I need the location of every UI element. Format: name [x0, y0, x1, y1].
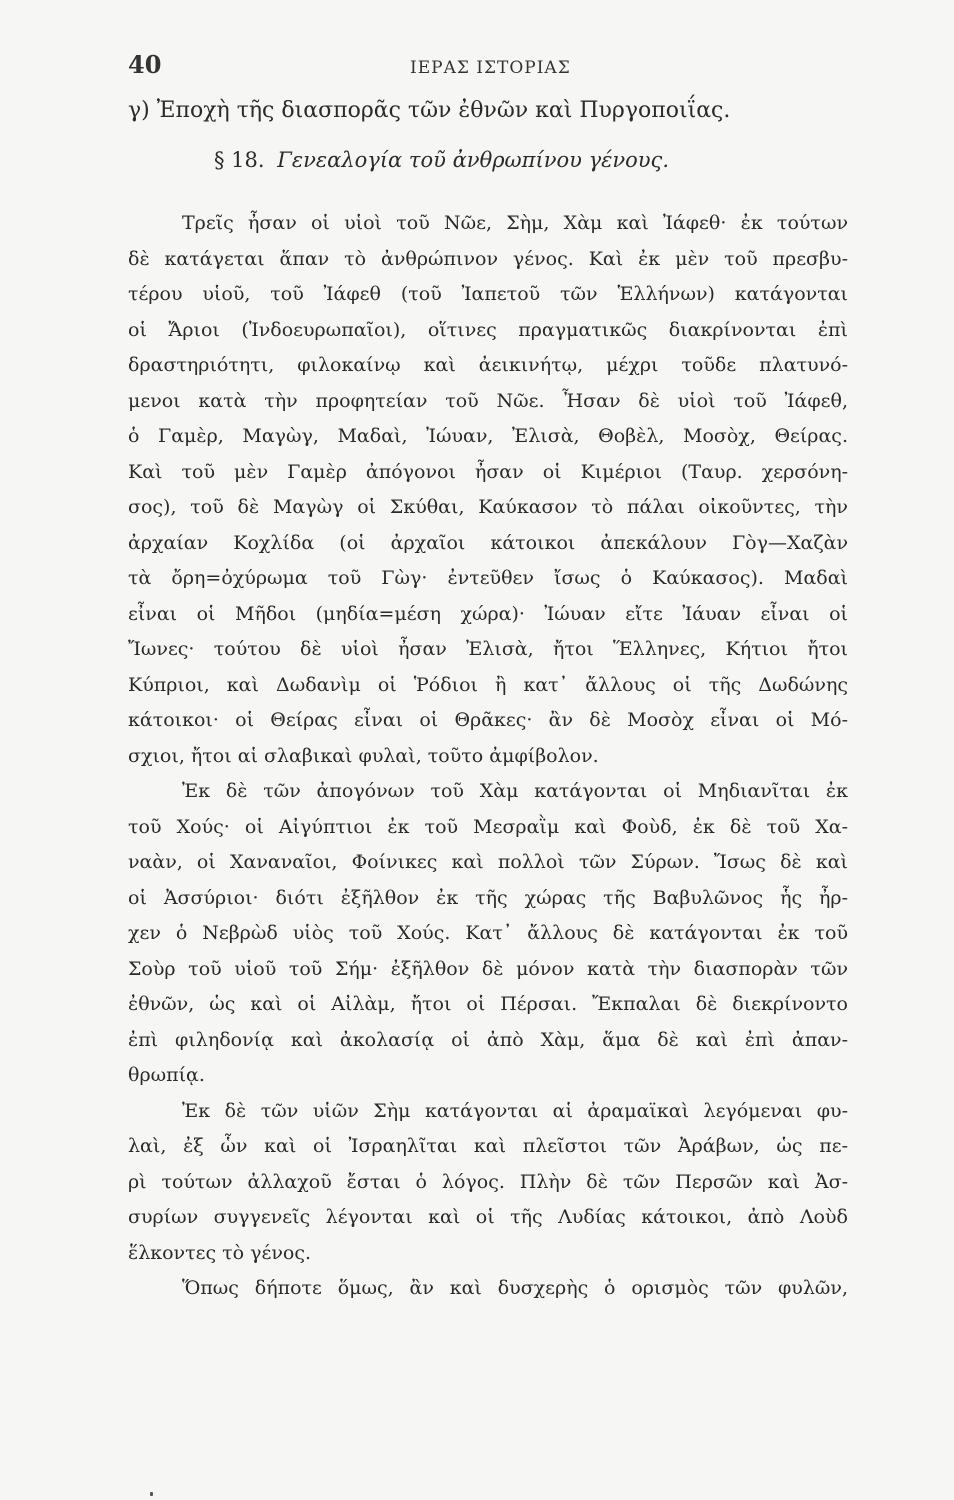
text-line: οἱ Ἀσσύριοι· διότι ἐξῆλθον ἐκ τῆς χώρας τῆς Βαβυλῶνος ἧς ἦρ- — [128, 886, 848, 909]
text-line: ἐθνῶν, ὡς καὶ οἱ Αἰλὰμ, ἤτοι οἱ Πέρσαι. Ἔκπαλαι δὲ διεκρίνοντο — [128, 993, 848, 1015]
text-line: Καὶ τοῦ μὲν Γαμὲρ ἀπόγονοι ἦσαν οἱ Κιμέριοι (Ταυρ. χερσόνη- — [128, 460, 848, 483]
page-header — [128, 50, 848, 90]
text-line: θρωπίᾳ. — [128, 1064, 205, 1086]
text-line: Σοὺρ τοῦ υἱοῦ τοῦ Σήμ· ἐξῆλθον δὲ μόνον κατὰ τὴν διασπορὰν τῶν — [128, 957, 848, 980]
text-line: Ἴωνες· τούτου δὲ υἱοὶ ἦσαν Ἐλισὰ, ἤτοι Ἕλληνες, Κήτιοι ἤτοι — [128, 638, 848, 660]
text-line: τέρου υἱοῦ, τοῦ Ἰάφεθ (τοῦ Ἰαπετοῦ τῶν Ἑλλήνων) κατάγονται — [128, 283, 848, 305]
text-line: σος), τοῦ δὲ Μαγὼγ οἱ Σκύθαι, Καύκασον τὸ πάλαι οἰκοῦντες, τὴν — [128, 496, 848, 518]
text-line: ὁ Γαμὲρ, Μαγὼγ, Μαδαὶ, Ἰώυαν, Ἐλισὰ, Θοβὲλ, Μοσὸχ, Θείρας. — [128, 425, 848, 447]
text-line: μενοι κατὰ τὴν προφητείαν τοῦ Νῶε. Ἦσαν δὲ υἱοὶ τοῦ Ἰάφεθ, — [128, 389, 848, 412]
text-line: λαὶ, ἐξ ὧν καὶ οἱ Ἰσραηλῖται καὶ πλεῖστοι τῶν Ἀράβων, ὡς πε- — [128, 1135, 848, 1157]
text-line: τοῦ Χούς· οἱ Αἰγύπτιοι ἐκ τοῦ Μεσραῒμ καὶ Φοὺδ, ἐκ δὲ τοῦ Χα- — [128, 815, 848, 838]
subsection-number: § 18. — [214, 148, 265, 172]
text-line: Τρεῖς ἦσαν οἱ υἱοὶ τοῦ Νῶε, Σὴμ, Χὰμ καὶ Ἰάφεθ· ἐκ τούτων — [182, 212, 848, 234]
text-line: ναὰν, οἱ Χαναναῖοι, Φοίνικες καὶ πολλοὶ τῶν Σύρων. Ἴσως δὲ καὶ — [128, 851, 848, 873]
subsection-heading — [214, 148, 854, 172]
running-title: ΙΕΡΑΣ ΙΣΤΟΡΙΑΣ — [410, 58, 571, 78]
subsection-title: Γενεαλογία τοῦ ἀνθρωπίνου γένους. — [277, 148, 669, 172]
text-line: δραστηριότητι, φιλοκαίνῳ καὶ ἀεικινήτῳ, μέχρι τοῦδε πλατυνό- — [128, 354, 848, 376]
text-line: συρίων συγγενεῖς λέγονται καὶ οἱ τῆς Λυδίας κάτοικοι, ἀπὸ Λοὺδ — [128, 1206, 848, 1228]
text-line: χεν ὁ Νεβρὼδ υἱὸς τοῦ Χούς. Κατ᾽ ἄλλους δὲ κατάγονται ἐκ τοῦ — [128, 922, 848, 944]
text-line: ἀρχαίαν Κοχλίδα (οἱ ἀρχαῖοι κάτοικοι ἀπεκάλουν Γὸγ—Χαζὰν — [128, 531, 848, 554]
text-line: Ὅπως δήποτε ὅμως, ἂν καὶ δυσχερὴς ὁ ορισμὸς τῶν φυλῶν, — [182, 1277, 848, 1299]
section-heading: γ) Ἐποχὴ τῆς διασπορᾶς τῶν ἐθνῶν καὶ Πυργοποιΐας. — [128, 98, 731, 123]
text-line: Κύπριοι, καὶ Δωδανὶμ οἱ Ῥόδιοι ἢ κατ᾽ ἄλλους οἱ τῆς Δωδώνης — [128, 673, 848, 696]
text-line: τὰ ὄρη=ὀχύρωμα τοῦ Γὼγ· ἐντεῦθεν ἴσως ὁ Καύκασος). Μαδαὶ — [128, 567, 848, 589]
text-line: ἐπὶ φιληδονίᾳ καὶ ἀκολασίᾳ οἱ ἀπὸ Χὰμ, ἅμα δὲ καὶ ἐπὶ ἀπαν- — [128, 1028, 848, 1051]
paper-speck — [150, 1492, 153, 1496]
page-number: 40 — [128, 50, 162, 79]
text-line: κάτοικοι· οἱ Θείρας εἶναι οἱ Θρᾶκες· ἂν δὲ Μοσὸχ εἶναι οἱ Μό- — [128, 709, 848, 731]
text-line: Ἐκ δὲ τῶν υἱῶν Σὴμ κατάγονται αἱ ἀραμαϊκαὶ λεγόμεναι φυ- — [182, 1099, 848, 1122]
body-text — [128, 206, 848, 1307]
text-line: δὲ κατάγεται ἅπαν τὸ ἀνθρώπινον γένος. Καὶ ἐκ μὲν τοῦ πρεσβυ- — [128, 247, 848, 270]
text-line: οἱ Ἄριοι (Ἰνδοευρωπαῖοι), οἵτινες πραγματικῶς διακρίνονται ἐπὶ — [128, 318, 848, 341]
text-line: εἶναι οἱ Μῆδοι (μηδία=μέση χώρα)· Ἰώυαν εἴτε Ἰάυαν εἶναι οἱ — [128, 602, 848, 625]
text-line: σχιοι, ἤτοι αἱ σλαβικαὶ φυλαὶ, τοῦτο ἀμφίβολον. — [128, 744, 599, 767]
text-line: Ἐκ δὲ τῶν ἀπογόνων τοῦ Χὰμ κατάγονται οἱ Μηδιανῖται ἐκ — [182, 780, 848, 802]
text-line: ἕλκοντες τὸ γένος. — [128, 1241, 311, 1264]
text-line: ρὶ τούτων ἀλλαχοῦ ἔσται ὁ λόγος. Πλὴν δὲ τῶν Περσῶν καὶ Ἀσ- — [128, 1170, 848, 1193]
